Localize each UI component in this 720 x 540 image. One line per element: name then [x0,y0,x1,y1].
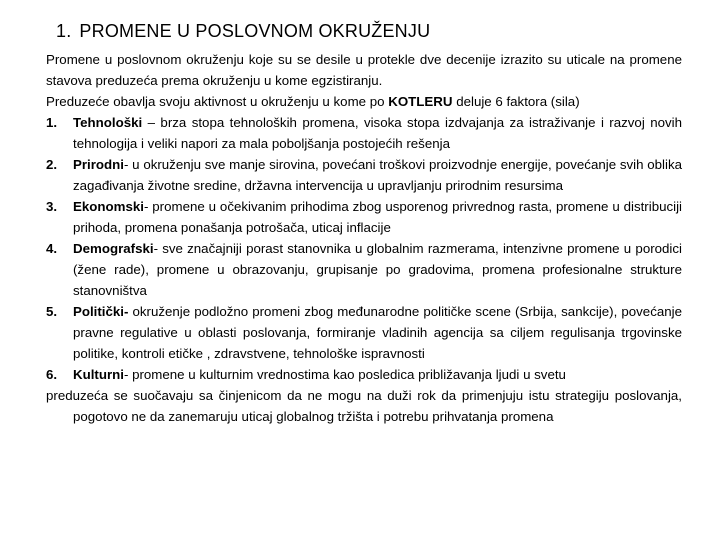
factor-item-demographic [46,238,682,301]
factor-description: - sve značajniji porast stanovnika u globalnim razmerama, intenzivne promene u porodici (žene rade), promene u obrazovanju, grupisanje po gradovima, promena profesionalne strukture stanovništva [73,241,682,298]
factor-number: 6. [46,367,58,382]
kotler-text-after: deluje 6 faktora (sila) [452,94,580,109]
factor-name: Politički- [73,304,129,319]
factor-description: okruženje podložno promeni zbog međunarodne političke scene (Srbija, sankcije), povećanje pravne regulative u oblasti poslovanja, formiranje vladinih agencija sa ciljem regulisanja trgovinske politike, kontroli etičke , zdravstvene, tehnološke ispravnosti [73,304,682,361]
factor-number: 5. [46,304,58,319]
factor-name: Kulturni [73,367,124,382]
title-number: 1. [56,21,72,41]
kotler-name: KOTLERU [388,94,453,109]
factor-number: 2. [46,157,58,172]
factor-description: - u okruženju sve manje sirovina, povećani troškovi proizvodnje energije, povećanje svih oblika zagađivanja životne sredine, državna intervencija u upravljanju prirodnim resursima [73,157,682,193]
factor-number: 1. [46,115,58,130]
factor-number: 4. [46,241,58,256]
slide-title [56,19,430,43]
factor-name: Ekonomski [73,199,144,214]
closing-paragraph: preduzeća se suočavaju sa činjenicom da ne mogu na duži rok da primenjuju istu strategiju poslovanja, pogotovo ne da zanemaruju uticaj globalnog tržišta i potrebu prihvatanja promena [46,388,682,424]
intro-paragraph: Promene u poslovnom okruženju koje su se desile u protekle dve decenije izrazito su uticale na promene stavova preduzeća prema okruženju u kome egzistiranju. [46,52,682,88]
factor-name: Prirodni [73,157,124,172]
factor-item-economic [46,196,682,238]
factor-name: Tehnološki [73,115,143,130]
factor-list [46,112,682,385]
slide-body [46,49,682,427]
kotler-paragraph [46,91,682,112]
factor-name: Demografski [73,241,154,256]
factor-description: - promene u kulturnim vrednostima kao posledica približavanja ljudi u svetu [123,367,566,382]
title-text: PROMENE U POSLOVNOM OKRUŽENJU [79,21,431,41]
factor-description: – brza stopa tehnoloških promena, visoka stopa izdvajanja za istraživanje i razvoj novih tehnologija i veliki napori za mala poboljšanja postojećih rešenja [73,115,682,151]
factor-description: - promene u očekivanim prihodima zbog usporenog privrednog rasta, promene u distribuciji prihoda, promena ponašanja potrošača, uticaj inflacije [73,199,682,235]
factor-item-cultural [46,364,682,385]
factor-item-natural [46,154,682,196]
factor-item-political [46,301,682,364]
kotler-text-before: Preduzeće obavlja svoju aktivnost u okruženju u kome po [46,94,389,109]
factor-number: 3. [46,199,58,214]
factor-item-technological [46,112,682,154]
